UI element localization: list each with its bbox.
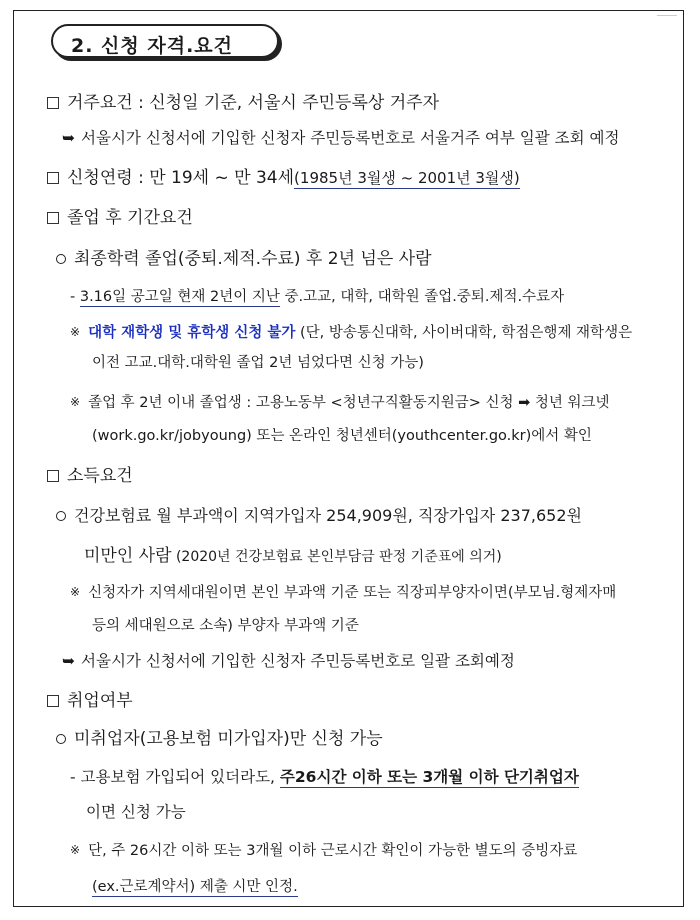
- employment-detail-plain: 고용보험 가입되어 있더라도,: [80, 768, 280, 786]
- circle-bullet-icon: [56, 734, 66, 744]
- graduation-note2-line1: 졸업 후 2년 이내 졸업생 : 고용노동부 <청년구직활동지원금> 신청 ➡ 청년 워크넷: [88, 395, 610, 411]
- residence-heading: 거주요건 : 신청일 기준, 서울시 주민등록상 거주자: [67, 93, 439, 113]
- employment-note-line2: (ex.근로계약서) 제출 시만 인정.: [92, 879, 298, 895]
- graduation-detail-underlined: 3.16일 공고일 현재 2년이 지난: [79, 289, 280, 305]
- section-title: 2. 신청 자격.요건: [71, 35, 234, 57]
- right-arrow-icon: ➥: [62, 652, 75, 670]
- income-note-line2: 등의 세대원으로 소속) 부양자 부과액 기준: [92, 618, 359, 634]
- reference-mark-icon: ※: [70, 585, 81, 599]
- graduation-note1-rest: (단, 방송통신대학, 사이버대학, 학점은행제 재학생은: [295, 325, 633, 341]
- income-item-line2-row: [84, 541, 502, 566]
- employment-heading: 취업여부: [67, 691, 133, 711]
- section-title-box: [51, 24, 279, 58]
- checkbox-icon: [47, 470, 59, 482]
- circle-bullet-icon: [56, 254, 66, 264]
- checkbox-icon: [47, 212, 59, 224]
- income-note-row: [70, 581, 616, 602]
- residence-note: 서울시가 신청서에 기입한 신청자 주민등록번호로 서울거주 여부 일괄 조회 예정: [81, 129, 620, 147]
- residence-heading-row: [47, 88, 439, 113]
- residence-note-row: [62, 126, 619, 148]
- income-item-row: [56, 503, 582, 526]
- graduation-item-row: [56, 244, 432, 269]
- employment-note-row: [70, 839, 577, 860]
- employment-detail-underlined: 주26시간 이하 또는 3개월 이하 단기취업자: [279, 768, 579, 786]
- reference-mark-icon: ※: [70, 843, 81, 857]
- graduation-note2-row: [70, 391, 610, 412]
- income-item-line1: 건강보험료 월 부과액이 지역가입자 254,909원, 직장가입자 237,652원: [74, 506, 582, 525]
- employment-detail-line2: 이면 신청 가능: [86, 803, 186, 821]
- circle-bullet-icon: [56, 511, 66, 521]
- income-heading-row: [47, 461, 133, 486]
- employment-note-line2-row: [92, 875, 298, 896]
- checkbox-icon: [47, 172, 59, 184]
- income-arrow-row: [62, 649, 515, 671]
- graduation-note1-highlight: 대학 재학생 및 휴학생 신청 불가: [88, 325, 296, 341]
- page-corner-mark: [657, 15, 677, 22]
- checkbox-icon: [47, 97, 59, 109]
- checkbox-icon: [47, 695, 59, 707]
- age-row: [47, 163, 520, 188]
- reference-mark-icon: ※: [70, 395, 81, 409]
- age-range: (1985년 3월생 ~ 2001년 3월생): [294, 169, 520, 187]
- graduation-note2-line2: (work.go.kr/jobyoung) 또는 온라인 청년센터(youthcenter.go.kr)에서 확인: [92, 428, 592, 444]
- employment-item: 미취업자(고용보험 미가입자)만 신청 가능: [74, 729, 383, 749]
- graduation-heading: 졸업 후 기간요건: [67, 208, 193, 228]
- reference-mark-icon: ※: [70, 325, 81, 339]
- dash-marker: -: [70, 768, 81, 786]
- income-item-line2-main: 미만인 사람: [84, 546, 172, 566]
- graduation-heading-row: [47, 203, 193, 228]
- graduation-detail-row: [70, 285, 564, 306]
- income-heading: 소득요건: [67, 466, 133, 486]
- employment-item-row: [56, 724, 383, 749]
- income-note-line1: 신청자가 지역세대원이면 본인 부과액 기준 또는 직장피부양자이면(부모님.형제자매: [88, 585, 617, 601]
- document-page: [13, 10, 684, 907]
- graduation-note1-line2: 이전 고교.대학.대학원 졸업 2년 넘었다면 신청 가능): [92, 355, 424, 371]
- graduation-item: 최종학력 졸업(중퇴.제적.수료) 후 2년 넘은 사람: [74, 249, 432, 269]
- age-label: 신청연령 : 만 19세 ~ 만 34세: [67, 168, 295, 188]
- employment-note-line1: 단, 주 26시간 이하 또는 3개월 이하 근로시간 확인이 가능한 별도의 증빙자료: [88, 843, 578, 859]
- graduation-note1-row: [70, 321, 632, 342]
- dash-marker: -: [70, 289, 80, 305]
- income-arrow-note: 서울시가 신청서에 기입한 신청자 주민등록번호로 일괄 조회예정: [81, 652, 515, 670]
- right-arrow-icon: ➥: [62, 129, 75, 147]
- income-item-line2-rest: (2020년 건강보험료 본인부담금 판정 기준표에 의거): [171, 549, 502, 565]
- employment-detail-row: [70, 765, 579, 787]
- graduation-detail-rest: 중.고교, 대학, 대학원 졸업.중퇴.제적.수료자: [279, 289, 565, 305]
- employment-heading-row: [47, 686, 133, 711]
